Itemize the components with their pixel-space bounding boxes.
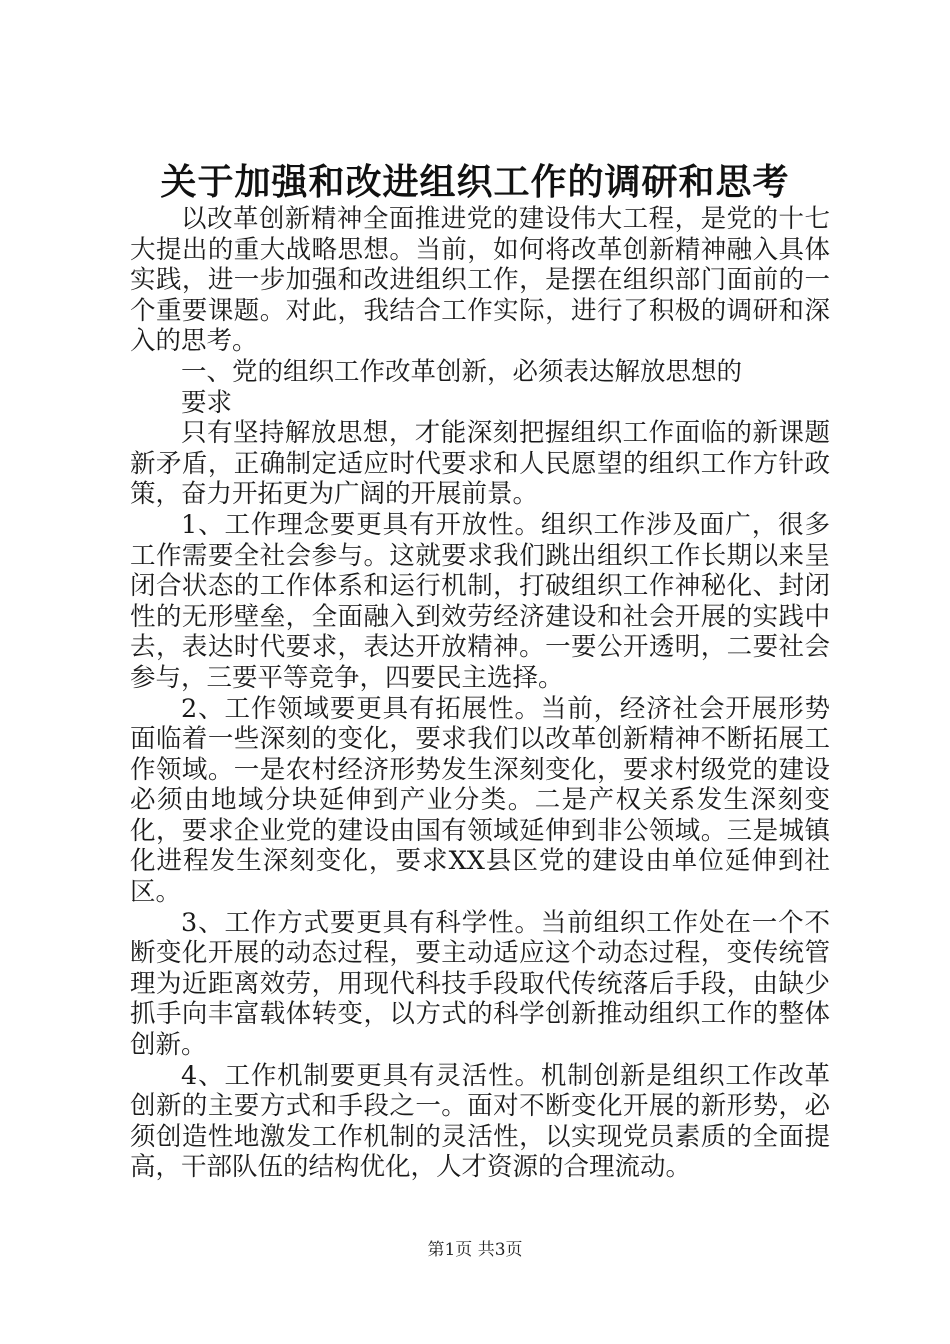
paragraph-point-4: 4、工作机制要更具有灵活性。机制创新是组织工作改革创新的主要方式和手段之一。面对不断变化开展的新形势，必须创造性地激发工作机制的灵活性，以实现党员素质的全面提高，干部队伍的结构优化，人才资源的合理流动。 [130,1060,830,1183]
document-title: 关于加强和改进组织工作的调研和思考 [160,162,790,203]
document-body [130,204,830,1183]
paragraph-point-2: 2、工作领域要更具有拓展性。当前，经济社会开展形势面临着一些深刻的变化，要求我们以改革创新精神不断拓展工作领域。一是农村经济形势发生深刻变化，要求村级党的建设必须由地域分块延伸到产业分类。二是产权关系发生深刻变化，要求企业党的建设由国有领域延伸到非公领域。三是城镇化进程发生深刻变化，要求XX县区党的建设由单位延伸到社区。 [130,693,830,908]
paragraph-point-3: 3、工作方式要更具有科学性。当前组织工作处在一个不断变化开展的动态过程，要主动适应这个动态过程，变传统管理为近距离效劳，用现代科技手段取代传统落后手段，由缺少抓手向丰富载体转变，以方式的科学创新推动组织工作的整体创新。 [130,907,830,1061]
paragraph-section-summary: 只有坚持解放思想，才能深刻把握组织工作面临的新课题新矛盾，正确制定适应时代要求和人民愿望的组织工作方针政策，奋力开拓更为广阔的开展前景。 [130,418,830,510]
paragraph-intro: 以改革创新精神全面推进党的建设伟大工程，是党的十七大提出的重大战略思想。当前，如何将改革创新精神融入具体实践，进一步加强和改进组织工作，是摆在组织部门面前的一个重要课题。对此，我结合工作实际，进行了积极的调研和深入的思考。 [130,204,830,357]
section-heading-continued: 要求 [181,387,233,418]
section-heading: 一、党的组织工作改革创新，必须表达解放思想的 [181,356,743,387]
page-number-footer: 第1页 共3页 [427,1240,523,1260]
paragraph-point-1: 1、工作理念要更具有开放性。组织工作涉及面广，很多工作需要全社会参与。这就要求我们跳出组织工作长期以来呈闭合状态的工作体系和运行机制，打破组织工作神秘化、封闭性的无形壁垒，全面融入到效劳经济建设和社会开展的实践中去，表达时代要求，表达开放精神。一要公开透明，二要社会参与，三要平等竞争，四要民主选择。 [130,509,830,693]
